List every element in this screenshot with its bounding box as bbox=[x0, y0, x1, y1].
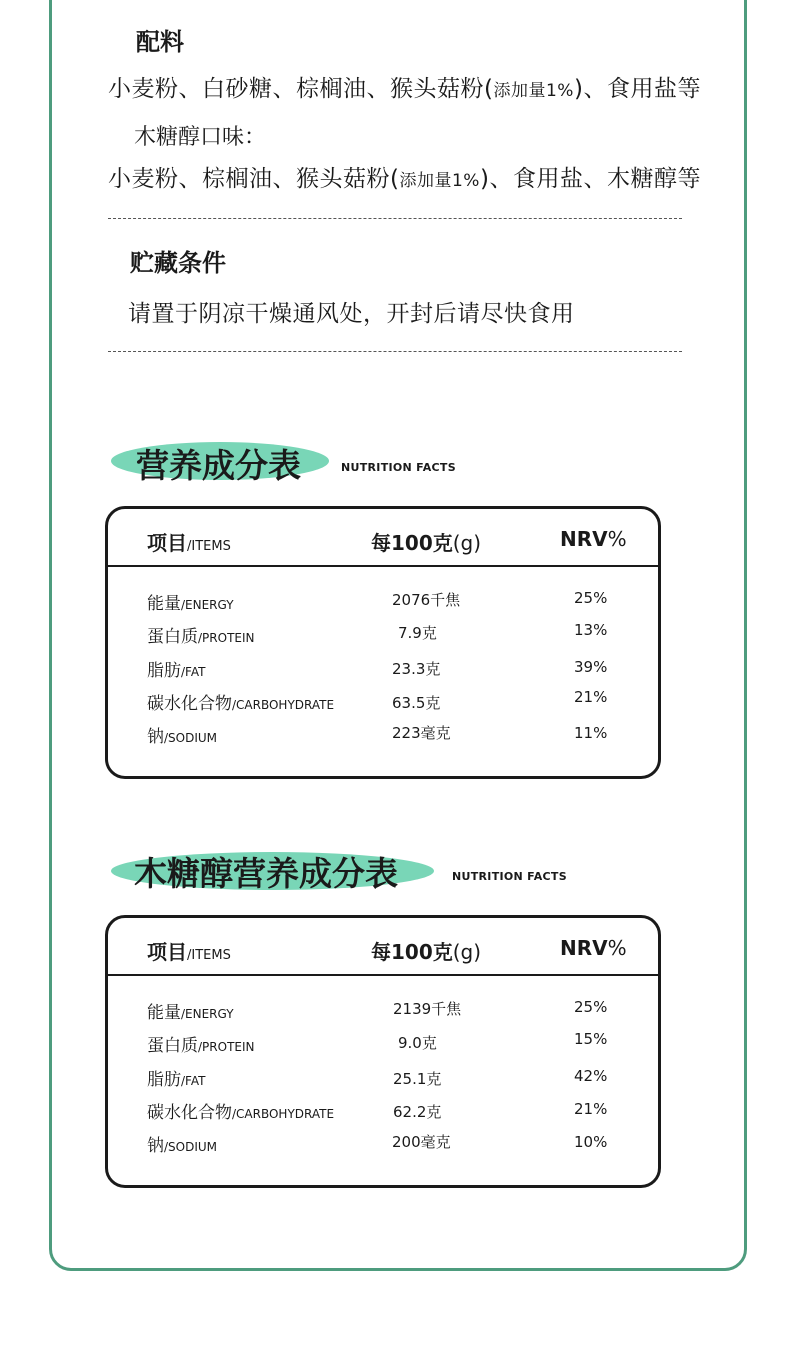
header-divider bbox=[108, 974, 658, 976]
table-row-nrv: 10% bbox=[574, 1133, 608, 1151]
table-row-name: 蛋白质/PROTEIN bbox=[147, 627, 255, 647]
table-row-value: 62.2克 bbox=[393, 1103, 442, 1121]
table-row-value: 25.1克 bbox=[393, 1070, 442, 1088]
header-item: 项目/ITEMS bbox=[147, 531, 231, 555]
table-row-value: 63.5克 bbox=[392, 694, 441, 712]
table-row-value: 2139千焦 bbox=[393, 1000, 462, 1018]
ingredients-heading: 配料 bbox=[136, 28, 184, 56]
table-row-nrv: 11% bbox=[574, 724, 608, 742]
table-row-nrv: 25% bbox=[574, 998, 608, 1016]
table-row-nrv: 42% bbox=[574, 1067, 608, 1085]
table-row-name: 脂肪/FAT bbox=[147, 661, 206, 681]
xylitol-nutrition-table bbox=[105, 915, 661, 1188]
divider bbox=[108, 218, 682, 219]
header-item: 项目/ITEMS bbox=[147, 940, 231, 964]
table-row-nrv: 15% bbox=[574, 1030, 608, 1048]
table-row-value: 200毫克 bbox=[392, 1133, 451, 1151]
nutrition-subtitle: NUTRITION FACTS bbox=[341, 461, 456, 474]
header-per-100g: 每100克(g) bbox=[371, 940, 482, 964]
xylitol-flavor-label: 木糖醇口味： bbox=[134, 125, 267, 150]
table-row-name: 碳水化合物/CARBOHYDRATE bbox=[147, 694, 335, 714]
divider bbox=[108, 351, 682, 352]
table-row-nrv: 21% bbox=[574, 1100, 608, 1118]
nutrition-title: 营养成分表 bbox=[136, 446, 301, 485]
header-per-100g: 每100克(g) bbox=[371, 531, 482, 555]
nutrition-table bbox=[105, 506, 661, 779]
table-row-nrv: 13% bbox=[574, 621, 608, 639]
table-row-nrv: 39% bbox=[574, 658, 608, 676]
ingredients-xylitol-line: 小麦粉、棕榈油、猴头菇粉(添加量1%)、食用盐、木糖醇等 bbox=[108, 166, 701, 192]
storage-heading: 贮藏条件 bbox=[130, 249, 226, 277]
header-nrv: NRV% bbox=[560, 527, 627, 551]
table-row-name: 钠/SODIUM bbox=[147, 1136, 218, 1156]
table-row-name: 钠/SODIUM bbox=[147, 727, 218, 747]
table-row-name: 脂肪/FAT bbox=[147, 1070, 206, 1090]
table-row-name: 能量/ENERGY bbox=[147, 1003, 234, 1023]
table-row-value: 9.0克 bbox=[398, 1034, 437, 1052]
header-divider bbox=[108, 565, 658, 567]
table-row-value: 7.9克 bbox=[398, 624, 437, 642]
table-row-nrv: 25% bbox=[574, 589, 608, 607]
table-row-value: 2076千焦 bbox=[392, 591, 461, 609]
table-row-name: 蛋白质/PROTEIN bbox=[147, 1036, 255, 1056]
table-row-name: 碳水化合物/CARBOHYDRATE bbox=[147, 1103, 335, 1123]
table-row-value: 23.3克 bbox=[392, 660, 441, 678]
table-row-name: 能量/ENERGY bbox=[147, 594, 234, 614]
header-nrv: NRV% bbox=[560, 936, 627, 960]
ingredients-original-line: 小麦粉、白砂糖、棕榈油、猴头菇粉(添加量1%)、食用盐等 bbox=[108, 76, 701, 102]
table-row-value: 223毫克 bbox=[392, 724, 451, 742]
xylitol-nutrition-subtitle: NUTRITION FACTS bbox=[452, 870, 567, 883]
xylitol-nutrition-title: 木糖醇营养成分表 bbox=[134, 854, 398, 893]
storage-text: 请置于阴凉干燥通风处，开封后请尽快食用 bbox=[128, 301, 575, 327]
table-row-nrv: 21% bbox=[574, 688, 608, 706]
